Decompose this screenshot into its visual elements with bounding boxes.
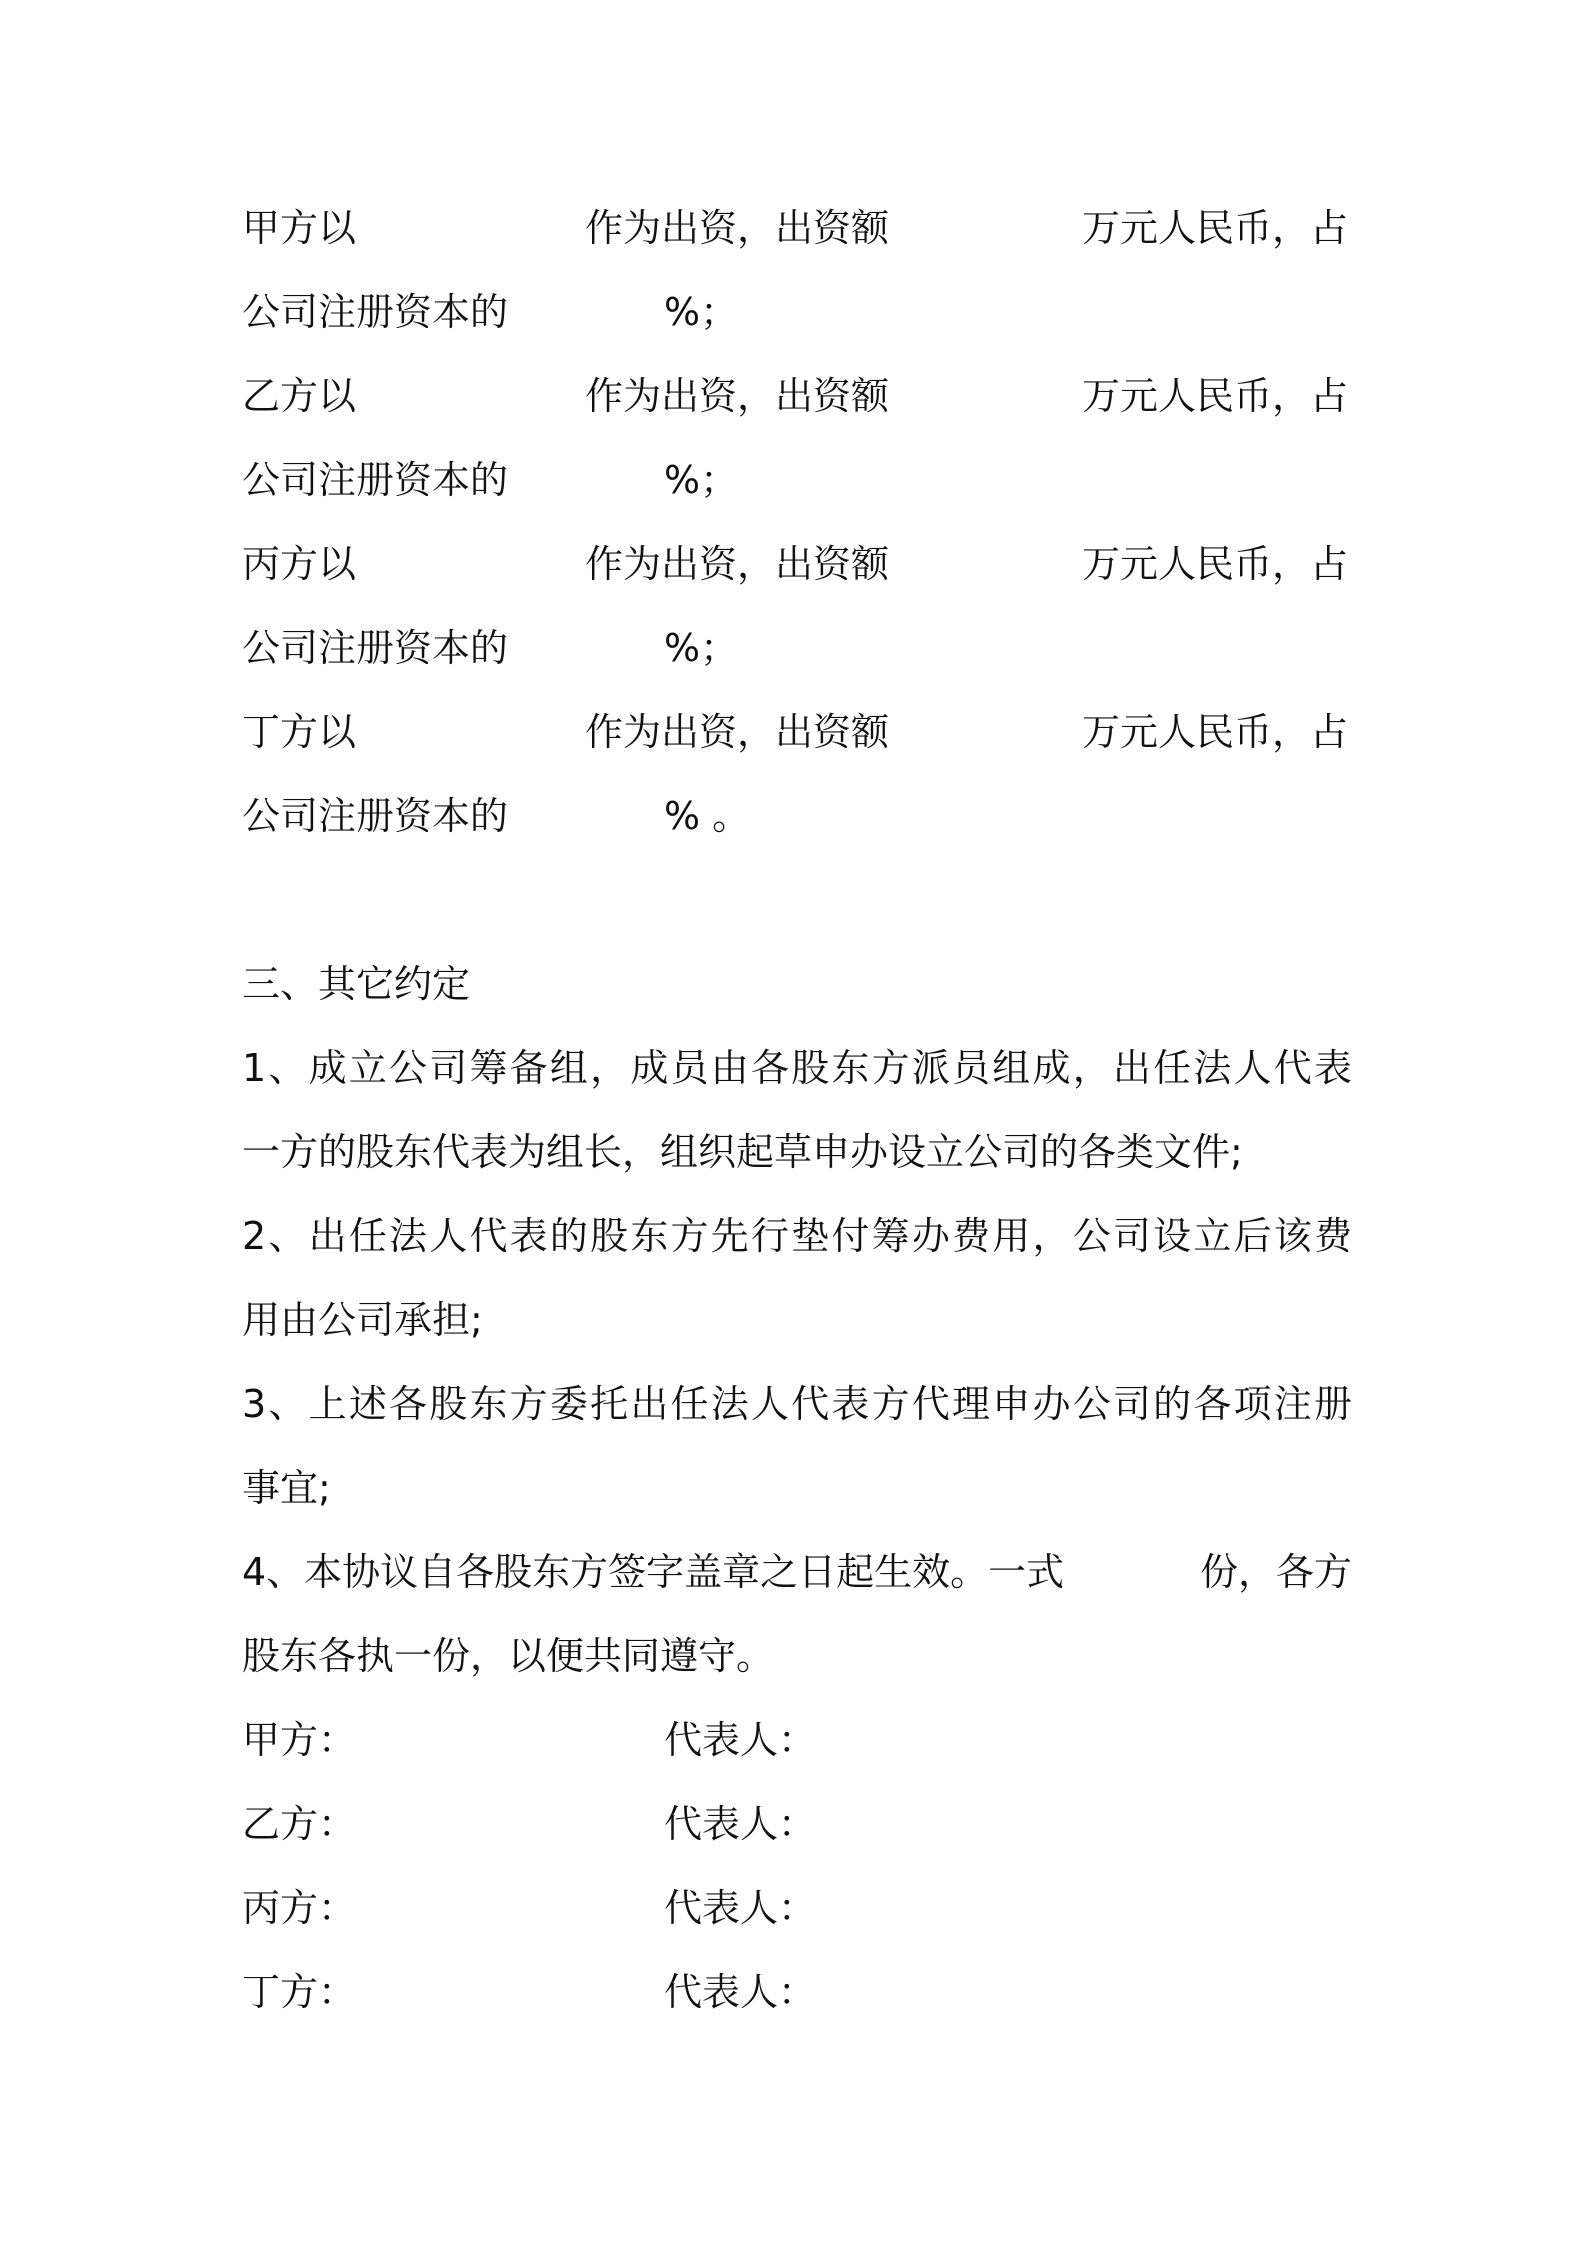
amount-unit-label: 万元人民币，占 [1082, 206, 1349, 250]
share-row-yi [242, 438, 1352, 522]
share-row-ding [242, 774, 1352, 858]
signature-row-bing [242, 1866, 1352, 1950]
share-label: 公司注册资本的 [242, 290, 509, 334]
clause-4-line-2: 股东各执一份，以便共同遵守。 [242, 1634, 775, 1678]
signature-party: 丁方： [242, 1970, 357, 2014]
amount-unit-label: 万元人民币，占 [1082, 374, 1349, 418]
signature-party: 乙方： [242, 1802, 357, 1846]
percent-label: %； [664, 458, 739, 502]
percent-label: %； [664, 626, 739, 670]
clause-4-line-1 [242, 1530, 1352, 1614]
capital-row-bing [242, 522, 1352, 606]
signature-party: 甲方： [242, 1718, 357, 1762]
clause-4-text-a: 4、本协议自各股东方签字盖章之日起生效。一式 [242, 1550, 1065, 1594]
capital-row-jia [242, 186, 1352, 270]
share-label: 公司注册资本的 [242, 626, 509, 670]
clause-3-line-2: 事宜; [242, 1466, 331, 1510]
capital-row-ding [242, 690, 1352, 774]
clause-1-line-1: 1、成立公司筹备组，成员由各股东方派员组成，出任法人代表 [242, 1046, 1352, 1090]
share-label: 公司注册资本的 [242, 794, 509, 838]
signature-row-ding [242, 1950, 1352, 2034]
share-row-jia [242, 270, 1352, 354]
section-title: 三、其它约定 [242, 962, 471, 1006]
share-row-bing [242, 606, 1352, 690]
capital-row-yi [242, 354, 1352, 438]
capital-type-label: 作为出资，出资额 [585, 710, 890, 754]
signature-rep: 代表人： [664, 1886, 817, 1930]
signature-rep: 代表人： [664, 1970, 817, 2014]
party-label: 乙方以 [242, 374, 357, 418]
signature-rep: 代表人： [664, 1718, 817, 1762]
clause-1-line-2: 一方的股东代表为组长，组织起草申办设立公司的各类文件; [242, 1130, 1243, 1174]
clause-3-line-1: 3、上述各股东方委托出任法人代表方代理申办公司的各项注册 [242, 1382, 1352, 1426]
share-label: 公司注册资本的 [242, 458, 509, 502]
clause-2-line-2: 用由公司承担; [242, 1298, 483, 1342]
capital-type-label: 作为出资，出资额 [585, 374, 890, 418]
signature-row-jia [242, 1698, 1352, 1782]
party-label: 甲方以 [242, 206, 357, 250]
clause-2-line-1: 2、出任法人代表的股东方先行垫付筹办费用，公司设立后该费 [242, 1214, 1352, 1258]
amount-unit-label: 万元人民币，占 [1082, 542, 1349, 586]
capital-type-label: 作为出资，出资额 [585, 206, 890, 250]
signature-party: 丙方： [242, 1886, 357, 1930]
percent-label: % 。 [664, 794, 751, 838]
party-label: 丁方以 [242, 710, 357, 754]
capital-type-label: 作为出资，出资额 [585, 542, 890, 586]
signature-row-yi [242, 1782, 1352, 1866]
signature-rep: 代表人： [664, 1802, 817, 1846]
clause-4-text-b: 份，各方 [1200, 1550, 1353, 1594]
party-label: 丙方以 [242, 542, 357, 586]
amount-unit-label: 万元人民币，占 [1082, 710, 1349, 754]
percent-label: %； [664, 290, 739, 334]
section-heading [242, 942, 1352, 1026]
